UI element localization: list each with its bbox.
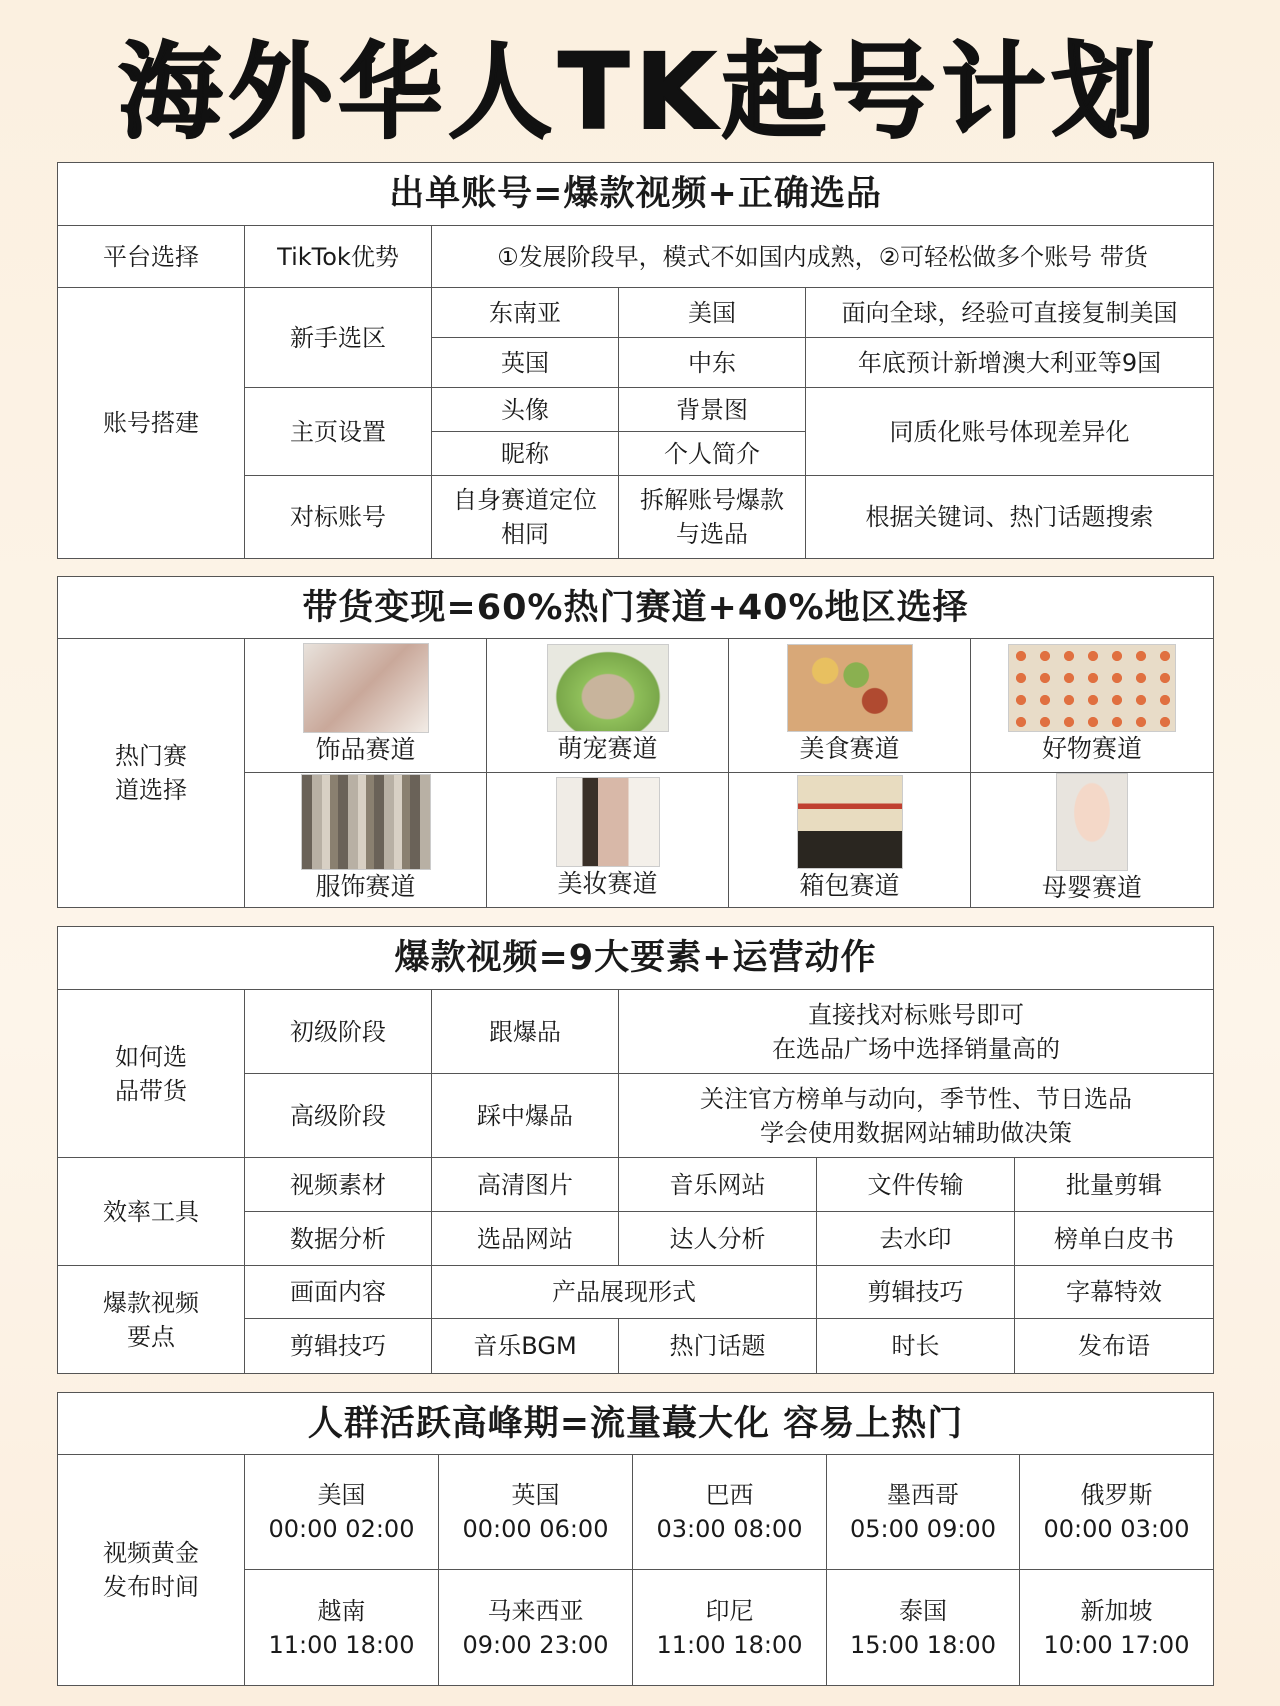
apparel-photo xyxy=(301,774,431,870)
country-name: 新加坡 xyxy=(1080,1596,1153,1625)
golden-time-label: 视频黄金发布时间 xyxy=(58,1455,245,1685)
time-cell-mexico xyxy=(827,1455,1020,1570)
senior-stage-note xyxy=(619,1074,1213,1158)
time-cell-thailand xyxy=(827,1570,1020,1685)
benchmark-analysis: 拆解账号爆款与选品 xyxy=(619,476,806,558)
page-title: 海外华人TK起号计划 xyxy=(118,31,1162,153)
time-range: 15:00 18:00 xyxy=(850,1630,996,1659)
track-label: 箱包赛道 xyxy=(799,871,900,900)
homepage-background: 背景图 xyxy=(619,388,806,432)
tool-item: 视频素材 xyxy=(245,1158,432,1212)
country-name: 印尼 xyxy=(705,1596,754,1625)
hit-hot-products: 踩中爆品 xyxy=(432,1074,619,1158)
country-name: 俄罗斯 xyxy=(1080,1481,1153,1509)
region-year-note: 年底预计新增澳大利亚等9国 xyxy=(806,338,1213,388)
region-usa: 美国 xyxy=(619,288,806,338)
country-name: 泰国 xyxy=(899,1596,947,1625)
section-title: 出单账号=爆款视频+正确选品 xyxy=(58,163,1213,226)
track-label: 好物赛道 xyxy=(1041,733,1142,763)
tool-item: 文件传输 xyxy=(817,1158,1015,1212)
country-name: 英国 xyxy=(511,1481,560,1509)
tool-item: 数据分析 xyxy=(245,1212,432,1266)
junior-stage-note xyxy=(619,990,1213,1074)
track-label: 萌宠赛道 xyxy=(557,733,658,763)
point-item: 产品展现形式 xyxy=(432,1266,817,1319)
bags-photo xyxy=(797,775,903,869)
time-range: 00:00 02:00 xyxy=(268,1515,415,1543)
tool-item: 批量剪辑 xyxy=(1015,1158,1213,1212)
homepage-label: 主页设置 xyxy=(245,388,432,476)
tool-item: 去水印 xyxy=(817,1212,1015,1266)
junior-stage: 初级阶段 xyxy=(245,990,432,1074)
viral-points-label: 爆款视频要点 xyxy=(58,1266,245,1373)
baby-photo xyxy=(1056,773,1128,871)
benchmark-note: 根据关键词、热门话题搜索 xyxy=(806,476,1213,558)
time-range: 00:00 03:00 xyxy=(1043,1515,1190,1543)
pet-photo xyxy=(547,644,669,732)
time-range: 10:00 17:00 xyxy=(1043,1630,1190,1659)
section-title: 爆款视频=9大要素+运营动作 xyxy=(58,927,1213,990)
time-cell-usa xyxy=(245,1455,439,1570)
tool-item: 达人分析 xyxy=(619,1212,817,1266)
tool-item: 高清图片 xyxy=(432,1158,619,1212)
region-global-note: 面向全球，经验可直接复制美国 xyxy=(806,288,1213,338)
country-name: 墨西哥 xyxy=(887,1481,959,1509)
track-label: 饰品赛道 xyxy=(315,734,416,764)
track-pets xyxy=(487,639,729,773)
country-name: 越南 xyxy=(317,1596,366,1625)
point-item: 时长 xyxy=(817,1319,1015,1373)
track-label: 母婴赛道 xyxy=(1041,873,1142,902)
tool-item: 音乐网站 xyxy=(619,1158,817,1212)
track-beauty xyxy=(487,773,729,907)
homepage-note: 同质化账号体现差异化 xyxy=(806,388,1213,476)
senior-stage: 高级阶段 xyxy=(245,1074,432,1158)
time-cell-indonesia xyxy=(633,1570,827,1685)
platform-name: TikTok优势 xyxy=(245,226,432,288)
time-range: 09:00 23:00 xyxy=(462,1630,609,1659)
track-goods xyxy=(971,639,1213,773)
time-range: 03:00 08:00 xyxy=(656,1515,803,1543)
homepage-nickname: 昵称 xyxy=(432,432,619,476)
track-baby xyxy=(971,773,1213,907)
time-cell-russia xyxy=(1020,1455,1213,1570)
junior-note-line-1: 直接找对标账号即可 xyxy=(808,1000,1024,1029)
track-label: 美妆赛道 xyxy=(557,869,658,898)
platform-label: 平台选择 xyxy=(58,226,245,288)
tool-item: 榜单白皮书 xyxy=(1015,1212,1213,1266)
account-label: 账号搭建 xyxy=(58,288,245,558)
time-cell-uk xyxy=(439,1455,633,1570)
jewelry-photo xyxy=(303,643,429,733)
homepage-bio: 个人简介 xyxy=(619,432,806,476)
senior-note-line-2: 学会使用数据网站辅助做决策 xyxy=(760,1118,1072,1147)
track-label: 服饰赛道 xyxy=(315,872,416,901)
track-apparel xyxy=(245,773,487,907)
section-title: 带货变现=60%热门赛道+40%地区选择 xyxy=(58,577,1213,639)
region-southeast-asia: 东南亚 xyxy=(432,288,619,338)
point-item: 热门话题 xyxy=(619,1319,817,1373)
region-middle-east: 中东 xyxy=(619,338,806,388)
time-cell-vietnam xyxy=(245,1570,439,1685)
product-selection-label: 如何选品带货 xyxy=(58,990,245,1158)
time-range: 11:00 18:00 xyxy=(656,1630,803,1659)
section-account-setup xyxy=(57,162,1214,559)
track-jewelry xyxy=(245,639,487,773)
benchmark-positioning: 自身赛道定位相同 xyxy=(432,476,619,558)
junior-note-line-2: 在选品广场中选择销量高的 xyxy=(772,1034,1060,1063)
homepage-avatar: 头像 xyxy=(432,388,619,432)
point-item: 发布语 xyxy=(1015,1319,1213,1373)
time-range: 11:00 18:00 xyxy=(268,1630,415,1659)
track-bags xyxy=(729,773,971,907)
point-item: 剪辑技巧 xyxy=(245,1319,432,1373)
newbie-region-label: 新手选区 xyxy=(245,288,432,388)
time-range: 00:00 06:00 xyxy=(462,1515,609,1543)
track-food xyxy=(729,639,971,773)
goods-photo xyxy=(1008,644,1176,732)
time-cell-brazil xyxy=(633,1455,827,1570)
follow-hot-products: 跟爆品 xyxy=(432,990,619,1074)
country-name: 巴西 xyxy=(705,1481,754,1509)
tracks-side-label: 热门赛道选择 xyxy=(58,639,245,907)
benchmark-label: 对标账号 xyxy=(245,476,432,558)
point-item: 剪辑技巧 xyxy=(817,1266,1015,1319)
time-cell-malaysia xyxy=(439,1570,633,1685)
section-viral-video xyxy=(57,926,1214,1374)
country-name: 美国 xyxy=(317,1481,366,1509)
section-hot-tracks xyxy=(57,576,1214,908)
section-title: 人群活跃高峰期=流量蕞大化 容易上热门 xyxy=(58,1393,1213,1455)
section-peak-times xyxy=(57,1392,1214,1686)
beauty-photo xyxy=(556,777,660,867)
tool-item: 选品网站 xyxy=(432,1212,619,1266)
senior-note-line-1: 关注官方榜单与动向，季节性、节日选品 xyxy=(700,1084,1132,1113)
region-uk: 英国 xyxy=(432,338,619,388)
time-range: 05:00 09:00 xyxy=(850,1515,996,1543)
food-photo xyxy=(787,644,913,732)
platform-description: ①发展阶段早，模式不如国内成熟，②可轻松做多个账号 带货 xyxy=(432,226,1213,288)
country-name: 马来西亚 xyxy=(487,1596,584,1625)
point-item: 画面内容 xyxy=(245,1266,432,1319)
point-item: 音乐BGM xyxy=(432,1319,619,1373)
efficiency-tools-label: 效率工具 xyxy=(58,1158,245,1266)
track-label: 美食赛道 xyxy=(799,733,900,763)
point-item: 字幕特效 xyxy=(1015,1266,1213,1319)
time-cell-singapore xyxy=(1020,1570,1213,1685)
